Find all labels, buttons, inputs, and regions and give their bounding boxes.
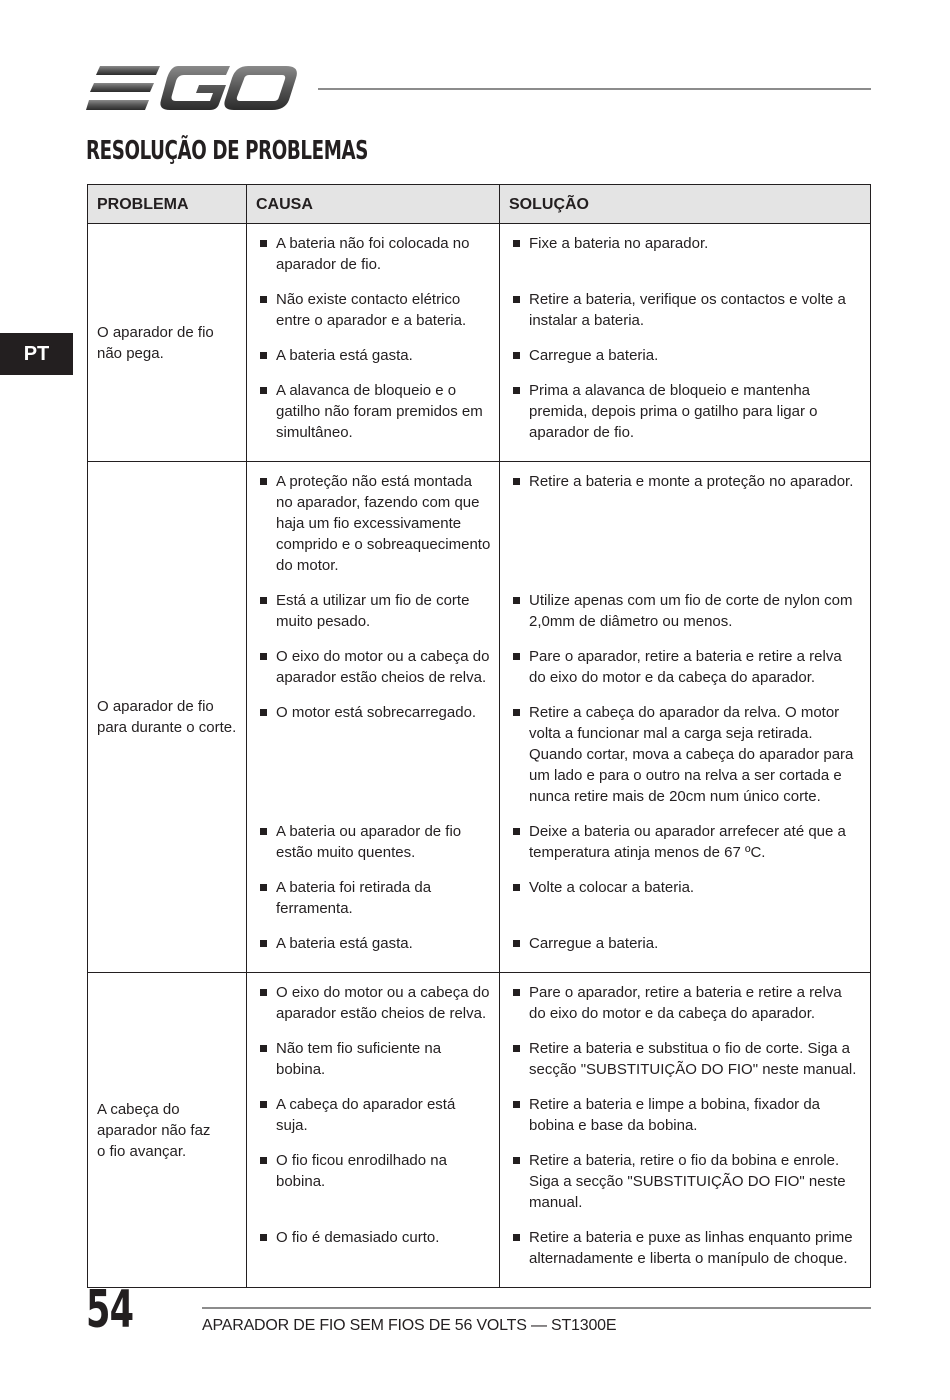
bullet-square-icon [260, 884, 267, 891]
solution-item [510, 877, 862, 898]
cause-text: A bateria não foi colocada no aparador de fio. [276, 235, 470, 273]
cause-item [257, 1094, 491, 1136]
bullet-square-icon [260, 828, 267, 835]
problem-cell: O aparador de fio não pega. [88, 224, 247, 462]
solution-cell [500, 224, 871, 290]
cause-item [257, 1227, 491, 1248]
language-label: PT [23, 342, 50, 365]
solution-cell [500, 1094, 871, 1150]
table-row [88, 224, 871, 290]
bullet-square-icon [513, 884, 520, 891]
cause-cell [247, 345, 500, 380]
cause-cell [247, 702, 500, 821]
solution-item [510, 646, 862, 688]
bullet-square-icon [513, 1101, 520, 1108]
solution-item [510, 471, 862, 492]
bullet-square-icon [260, 296, 267, 303]
cause-item [257, 345, 491, 366]
cause-item [257, 1038, 491, 1080]
cause-text: O fio ficou enrodilhado na bobina. [276, 1152, 447, 1190]
header-solution: SOLUÇÃO [500, 185, 871, 224]
solution-item [510, 590, 862, 632]
bullet-square-icon [513, 989, 520, 996]
cause-item [257, 590, 491, 632]
solution-text: Retire a bateria e monte a proteção no aparador. [529, 473, 854, 490]
solution-text: Retire a bateria e limpe a bobina, fixador da bobina e base da bobina. [529, 1096, 821, 1134]
solution-cell [500, 933, 871, 973]
solution-cell [500, 1150, 871, 1227]
solution-text: Pare o aparador, retire a bateria e retire a relva do eixo do motor e da cabeça do aparador. [529, 648, 842, 686]
bullet-square-icon [513, 1234, 520, 1241]
cause-item [257, 933, 491, 954]
bullet-square-icon [513, 940, 520, 947]
bullet-square-icon [260, 1101, 267, 1108]
language-tab [0, 333, 73, 375]
cause-cell [247, 462, 500, 591]
solution-cell [500, 973, 871, 1039]
cause-item [257, 380, 491, 443]
cause-text: A cabeça do aparador está suja. [276, 1096, 456, 1134]
bullet-square-icon [513, 597, 520, 604]
bullet-square-icon [260, 989, 267, 996]
table-row [88, 973, 871, 1039]
cause-cell [247, 1150, 500, 1227]
cause-cell [247, 1094, 500, 1150]
bullet-square-icon [260, 387, 267, 394]
solution-item [510, 1150, 862, 1213]
cause-item [257, 233, 491, 275]
cause-text: A proteção não está montada no aparador, fazendo com que haja um fio excessivamente comprido e o sobreaquecimento do motor. [276, 473, 491, 574]
solution-cell [500, 646, 871, 702]
solution-cell [500, 702, 871, 821]
cause-text: A bateria ou aparador de fio estão muito quentes. [276, 823, 462, 861]
solution-text: Fixe a bateria no aparador. [529, 235, 709, 252]
cause-text: O motor está sobrecarregado. [276, 704, 477, 721]
solution-item [510, 1094, 862, 1136]
solution-text: Deixe a bateria ou aparador arrefecer até que a temperatura atinja menos de 67 ºC. [529, 823, 846, 861]
cause-text: O eixo do motor ou a cabeça do aparador estão cheios de relva. [276, 648, 490, 686]
cause-item [257, 646, 491, 688]
bullet-square-icon [260, 1045, 267, 1052]
cause-text: A bateria está gasta. [276, 935, 413, 952]
solution-cell [500, 462, 871, 591]
solution-item [510, 702, 862, 807]
solution-text: Pare o aparador, retire a bateria e retire a relva do eixo do motor e da cabeça do aparador. [529, 984, 842, 1022]
solution-item [510, 982, 862, 1024]
cause-cell [247, 1038, 500, 1094]
cause-item [257, 877, 491, 919]
problem-cell: O aparador de fio para durante o corte. [88, 462, 247, 973]
cause-text: O fio é demasiado curto. [276, 1229, 440, 1246]
bullet-square-icon [260, 1157, 267, 1164]
solution-text: Volte a colocar a bateria. [529, 879, 695, 896]
bullet-square-icon [260, 653, 267, 660]
solution-text: Retire a bateria e puxe as linhas enquanto prime alternadamente e liberta o manípulo de choque. [529, 1229, 853, 1267]
solution-item [510, 233, 862, 254]
solution-cell [500, 877, 871, 933]
solution-item [510, 1227, 862, 1269]
cause-cell [247, 646, 500, 702]
solution-text: Carregue a bateria. [529, 935, 659, 952]
bullet-square-icon [513, 352, 520, 359]
solution-cell [500, 590, 871, 646]
footer-rule [202, 1307, 871, 1309]
bullet-square-icon [513, 240, 520, 247]
bullet-square-icon [260, 1234, 267, 1241]
solution-cell [500, 821, 871, 877]
page-number: 54 [86, 1280, 134, 1340]
cause-cell [247, 821, 500, 877]
cause-text: A alavanca de bloqueio e o gatilho não foram premidos em simultâneo. [276, 382, 483, 441]
bullet-square-icon [260, 240, 267, 247]
cause-cell [247, 289, 500, 345]
solution-text: Retire a bateria, verifique os contactos e volte a instalar a bateria. [529, 291, 846, 329]
cause-text: Não existe contacto elétrico entre o aparador e a bateria. [276, 291, 467, 329]
solution-text: Carregue a bateria. [529, 347, 659, 364]
cause-item [257, 821, 491, 863]
bullet-square-icon [260, 352, 267, 359]
cause-item [257, 471, 491, 576]
cause-text: A bateria está gasta. [276, 347, 413, 364]
cause-text: Está a utilizar um fio de corte muito pesado. [276, 592, 470, 630]
solution-text: Retire a bateria, retire o fio da bobina e enrole. Siga a secção "SUBSTITUIÇÃO DO FIO" neste manual. [529, 1152, 846, 1211]
cause-item [257, 702, 491, 723]
header-rule [318, 88, 871, 90]
bullet-square-icon [513, 1045, 520, 1052]
solution-cell [500, 1227, 871, 1288]
header-cause: CAUSA [247, 185, 500, 224]
solution-item [510, 1038, 862, 1080]
ego-logo [86, 62, 298, 114]
cause-cell [247, 933, 500, 973]
bullet-square-icon [513, 1157, 520, 1164]
cause-cell [247, 1227, 500, 1288]
solution-cell [500, 345, 871, 380]
header-problem: PROBLEMA [88, 185, 247, 224]
bullet-square-icon [260, 478, 267, 485]
table-header-row [88, 185, 871, 224]
page-title: RESOLUÇÃO DE PROBLEMAS [86, 136, 368, 166]
cause-cell [247, 877, 500, 933]
footer-text: APARADOR DE FIO SEM FIOS DE 56 VOLTS — ST1300E [202, 1317, 617, 1334]
troubleshooting-table [87, 184, 871, 1288]
bullet-square-icon [513, 296, 520, 303]
solution-item [510, 289, 862, 331]
bullet-square-icon [260, 597, 267, 604]
bullet-square-icon [260, 940, 267, 947]
cause-cell [247, 380, 500, 462]
solution-item [510, 380, 862, 443]
problem-cell: A cabeça do aparador não faz o fio avançar. [88, 973, 247, 1288]
solution-cell [500, 1038, 871, 1094]
table-row [88, 462, 871, 591]
bullet-square-icon [513, 828, 520, 835]
cause-text: Não tem fio suficiente na bobina. [276, 1040, 442, 1078]
cause-item [257, 982, 491, 1024]
solution-text: Utilize apenas com um fio de corte de nylon com 2,0mm de diâmetro ou menos. [529, 592, 853, 630]
cause-cell [247, 973, 500, 1039]
bullet-square-icon [513, 478, 520, 485]
solution-item [510, 933, 862, 954]
cause-cell [247, 224, 500, 290]
bullet-square-icon [513, 709, 520, 716]
bullet-square-icon [260, 709, 267, 716]
solution-text: Prima a alavanca de bloqueio e mantenha premida, depois prima o gatilho para ligar o aparador de fio. [529, 382, 818, 441]
solution-cell [500, 289, 871, 345]
bullet-square-icon [513, 387, 520, 394]
solution-item [510, 345, 862, 366]
bullet-square-icon [513, 653, 520, 660]
solution-item [510, 821, 862, 863]
cause-text: O eixo do motor ou a cabeça do aparador estão cheios de relva. [276, 984, 490, 1022]
cause-text: A bateria foi retirada da ferramenta. [276, 879, 432, 917]
cause-item [257, 1150, 491, 1192]
solution-cell [500, 380, 871, 462]
cause-item [257, 289, 491, 331]
solution-text: Retire a bateria e substitua o fio de corte. Siga a secção "SUBSTITUIÇÃO DO FIO" neste manual. [529, 1040, 857, 1078]
solution-text: Retire a cabeça do aparador da relva. O motor volta a funcionar mal a carga seja retirada. Quando cortar, mova a cabeça do aparador para um lado e para o outro na relva a ser cortada e nunca retire mais de 20cm num único corte. [529, 704, 854, 805]
cause-cell [247, 590, 500, 646]
